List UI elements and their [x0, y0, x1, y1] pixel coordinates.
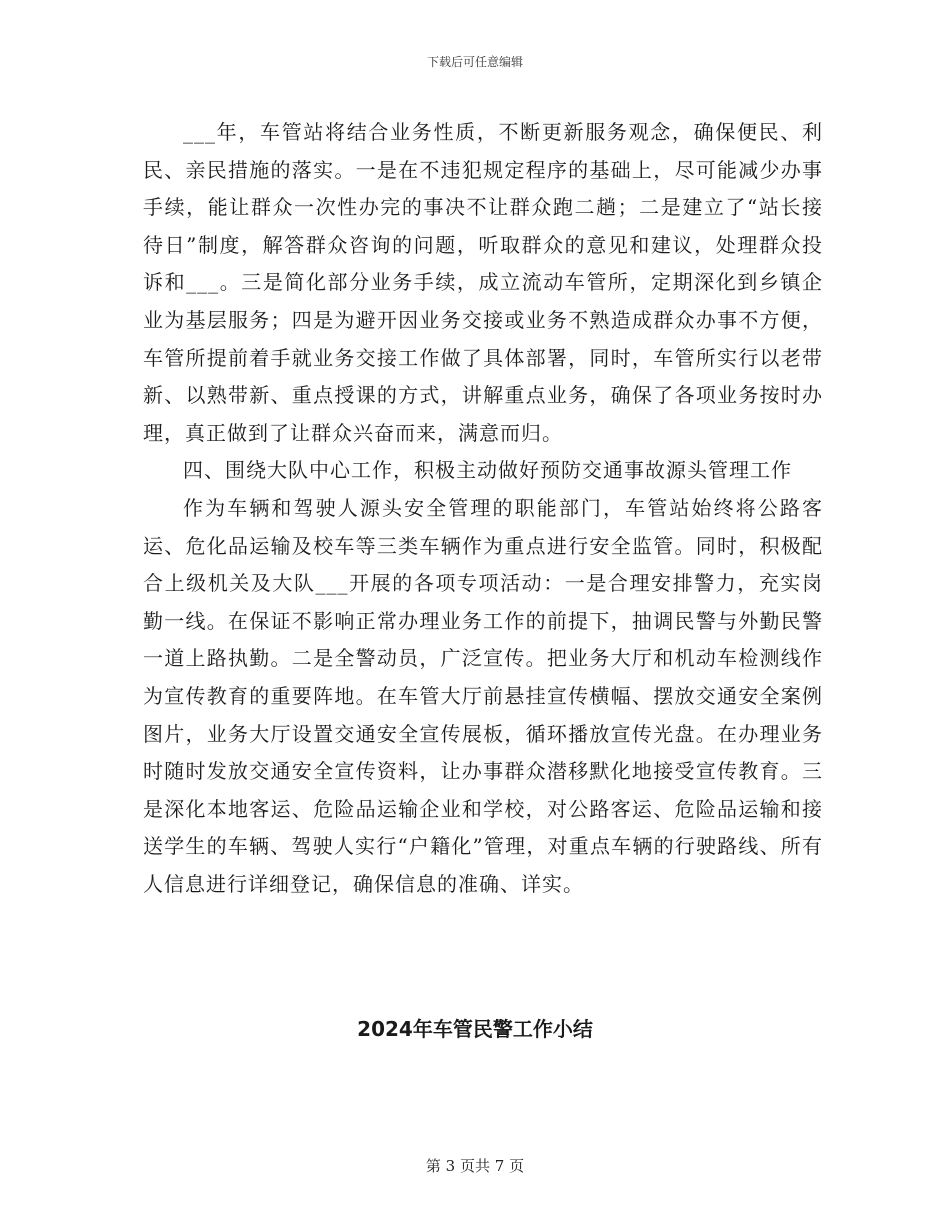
document-body [143, 114, 823, 903]
page-header-note: 下载后可任意编辑 [426, 55, 523, 69]
paragraph-service-measures: ___年，车管站将结合业务性质，不断更新服务观念，确保便民、利民、亲民措施的落实。一是在不违犯规定程序的基础上，尽可能减少办事手续，能让群众一次性办完的事决不让群众跑二趟；二是建立了“站长接待日”制度，解答群众咨询的问题，听取群众的意见和建议，处理群众投诉和___。三是简化部分业务手续，成立流动车管所，定期深化到乡镇企业为基层服务；四是为避开因业务交接或业务不熟造成群众办事不方便，车管所提前着手就业务交接工作做了具体部署，同时，车管所实行以老带新、以熟带新、重点授课的方式，讲解重点业务，确保了各项业务按时办理，真正做到了让群众兴奋而来，满意而归。 [143, 120, 823, 445]
page-footer-number: 第 3 页共 7 页 [425, 1157, 525, 1175]
section-heading-accident-prevention: 四、围绕大队中心工作，积极主动做好预防交通事故源头管理工作 [183, 458, 792, 483]
paragraph-safety-supervision: 作为车辆和驾驶人源头安全管理的职能部门，车管站始终将公路客运、危化品运输及校车等三类车辆作为重点进行安全监管。同时，积极配合上级机关及大队___开展的各项专项活动：一是合理安排警力，充实岗勤一线。在保证不影响正常办理业务工作的前提下，抽调民警与外勤民警一道上路执勤。二是全警动员，广泛宣传。把业务大厅和机动车检测线作为宣传教育的重要阵地。在车管大厅前悬挂宣传横幅、摆放交通安全案例图片，业务大厅设置交通安全宣传展板，循环播放宣传光盘。在办理业务时随时发放交通安全宣传资料，让办事群众潜移默化地接受宣传教育。三是深化本地客运、危险品运输企业和学校，对公路客运、危险品运输和接送学生的车辆、驾驶人实行“户籍化”管理，对重点车辆的行驶路线、所有人信息进行详细登记，确保信息的准确、详实。 [143, 495, 823, 896]
document-title: 2024年车管民警工作小结 [357, 1017, 593, 1041]
